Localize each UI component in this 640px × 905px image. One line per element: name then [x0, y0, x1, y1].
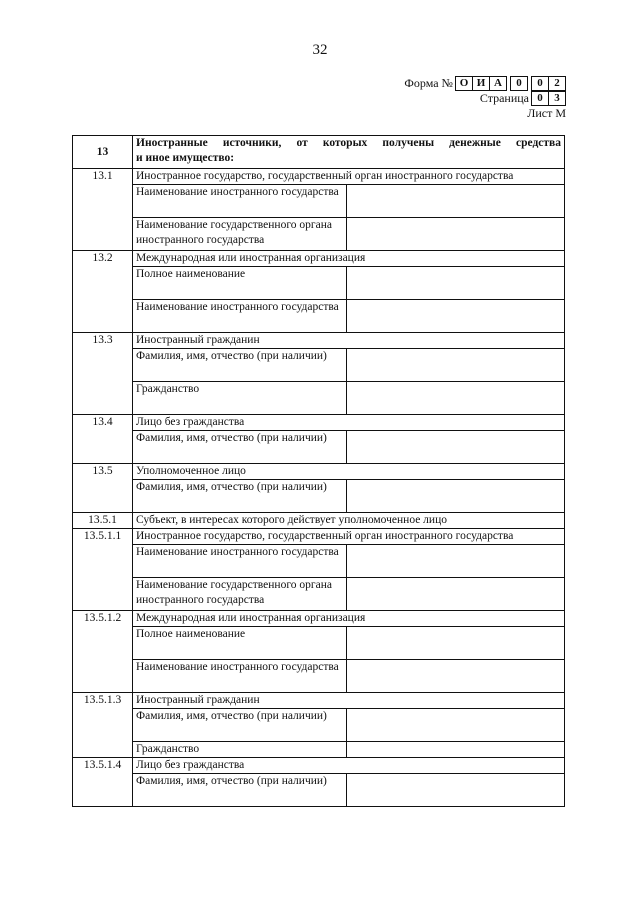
form-code-cell: О — [455, 76, 473, 91]
page-digit-cell: 0 — [531, 91, 549, 106]
page-code-line — [404, 91, 566, 106]
row-number: 13.5.1.2 — [73, 611, 133, 693]
row-title: Уполномоченное лицо — [133, 464, 565, 480]
table-row — [73, 464, 565, 480]
table-row — [73, 578, 565, 611]
table-row — [73, 333, 565, 349]
section-title-line: Иностранные источники, от которых получены денежные средства — [136, 137, 561, 149]
row-title: Иностранное государство, государственный орган иностранного государства — [133, 169, 565, 185]
row-title: Иностранный гражданин — [133, 333, 565, 349]
value-cell[interactable] — [347, 431, 565, 464]
value-cell[interactable] — [347, 382, 565, 415]
row-number: 13.4 — [73, 415, 133, 464]
sources-table — [72, 135, 565, 807]
section-title — [133, 136, 565, 169]
table-row — [73, 660, 565, 693]
form-code-cell: 0 — [510, 76, 528, 91]
table-row — [73, 136, 565, 169]
table-row — [73, 758, 565, 774]
value-cell[interactable] — [347, 349, 565, 382]
row-title: Иностранный гражданин — [133, 693, 565, 709]
field-label: Гражданство — [133, 382, 347, 415]
field-label: Полное наименование — [133, 627, 347, 660]
row-number: 13.5.1.4 — [73, 758, 133, 807]
row-number: 13.5.1.1 — [73, 529, 133, 611]
table-row — [73, 611, 565, 627]
table-row — [73, 693, 565, 709]
page-number: 32 — [312, 42, 328, 58]
table-row — [73, 185, 565, 218]
value-cell[interactable] — [347, 709, 565, 742]
row-number: 13.1 — [73, 169, 133, 251]
table-row — [73, 300, 565, 333]
field-label: Фамилия, имя, отчество (при наличии) — [133, 480, 347, 513]
field-label: Фамилия, имя, отчество (при наличии) — [133, 709, 347, 742]
section-title-line: и иное имущество: — [136, 152, 235, 164]
row-number: 13.5.1.3 — [73, 693, 133, 758]
field-label: Фамилия, имя, отчество (при наличии) — [133, 431, 347, 464]
table-row — [73, 709, 565, 742]
table-row — [73, 431, 565, 464]
form-code-line — [404, 76, 566, 91]
table-row — [73, 529, 565, 545]
form-header — [404, 76, 566, 120]
form-code-cell: 2 — [548, 76, 566, 91]
row-title: Лицо без гражданства — [133, 415, 565, 431]
form-label: Форма № — [404, 76, 453, 90]
value-cell[interactable] — [347, 627, 565, 660]
page-digit-cell: 3 — [548, 91, 566, 106]
field-label: Наименование государственного органа иностранного государства — [133, 578, 347, 611]
field-label: Фамилия, имя, отчество (при наличии) — [133, 774, 347, 807]
table-row — [73, 513, 565, 529]
row-title: Иностранное государство, государственный орган иностранного государства — [133, 529, 565, 545]
table-row — [73, 415, 565, 431]
field-label: Наименование иностранного государства — [133, 185, 347, 218]
table-row — [73, 742, 565, 758]
sheet-label: Лист М — [527, 106, 566, 120]
table-row — [73, 545, 565, 578]
field-label: Полное наименование — [133, 267, 347, 300]
table-row — [73, 349, 565, 382]
table-row — [73, 251, 565, 267]
table-row — [73, 627, 565, 660]
field-label: Наименование государственного органа иностранного государства — [133, 218, 347, 251]
field-label: Наименование иностранного государства — [133, 545, 347, 578]
value-cell[interactable] — [347, 185, 565, 218]
row-number: 13.2 — [73, 251, 133, 333]
row-title: Международная или иностранная организация — [133, 611, 565, 627]
field-label: Гражданство — [133, 742, 347, 758]
field-label: Наименование иностранного государства — [133, 300, 347, 333]
field-label: Наименование иностранного государства — [133, 660, 347, 693]
row-number: 13 — [73, 136, 133, 169]
value-cell[interactable] — [347, 480, 565, 513]
table-row — [73, 218, 565, 251]
row-title: Лицо без гражданства — [133, 758, 565, 774]
table-row — [73, 382, 565, 415]
form-code-cell: И — [472, 76, 490, 91]
value-cell[interactable] — [347, 218, 565, 251]
value-cell[interactable] — [347, 267, 565, 300]
row-number: 13.5 — [73, 464, 133, 513]
row-title: Субъект, в интересах которого действует уполномоченное лицо — [133, 513, 565, 529]
value-cell[interactable] — [347, 660, 565, 693]
field-label: Фамилия, имя, отчество (при наличии) — [133, 349, 347, 382]
value-cell[interactable] — [347, 742, 565, 758]
table-row — [73, 774, 565, 807]
table-row — [73, 480, 565, 513]
form-code-cell: 0 — [531, 76, 549, 91]
table-row — [73, 169, 565, 185]
row-number: 13.5.1 — [73, 513, 133, 529]
row-title: Международная или иностранная организация — [133, 251, 565, 267]
value-cell[interactable] — [347, 300, 565, 333]
table-row — [73, 267, 565, 300]
row-number: 13.3 — [73, 333, 133, 415]
page-label: Страница — [479, 91, 529, 105]
value-cell[interactable] — [347, 774, 565, 807]
form-code-cell: А — [489, 76, 507, 91]
value-cell[interactable] — [347, 578, 565, 611]
value-cell[interactable] — [347, 545, 565, 578]
